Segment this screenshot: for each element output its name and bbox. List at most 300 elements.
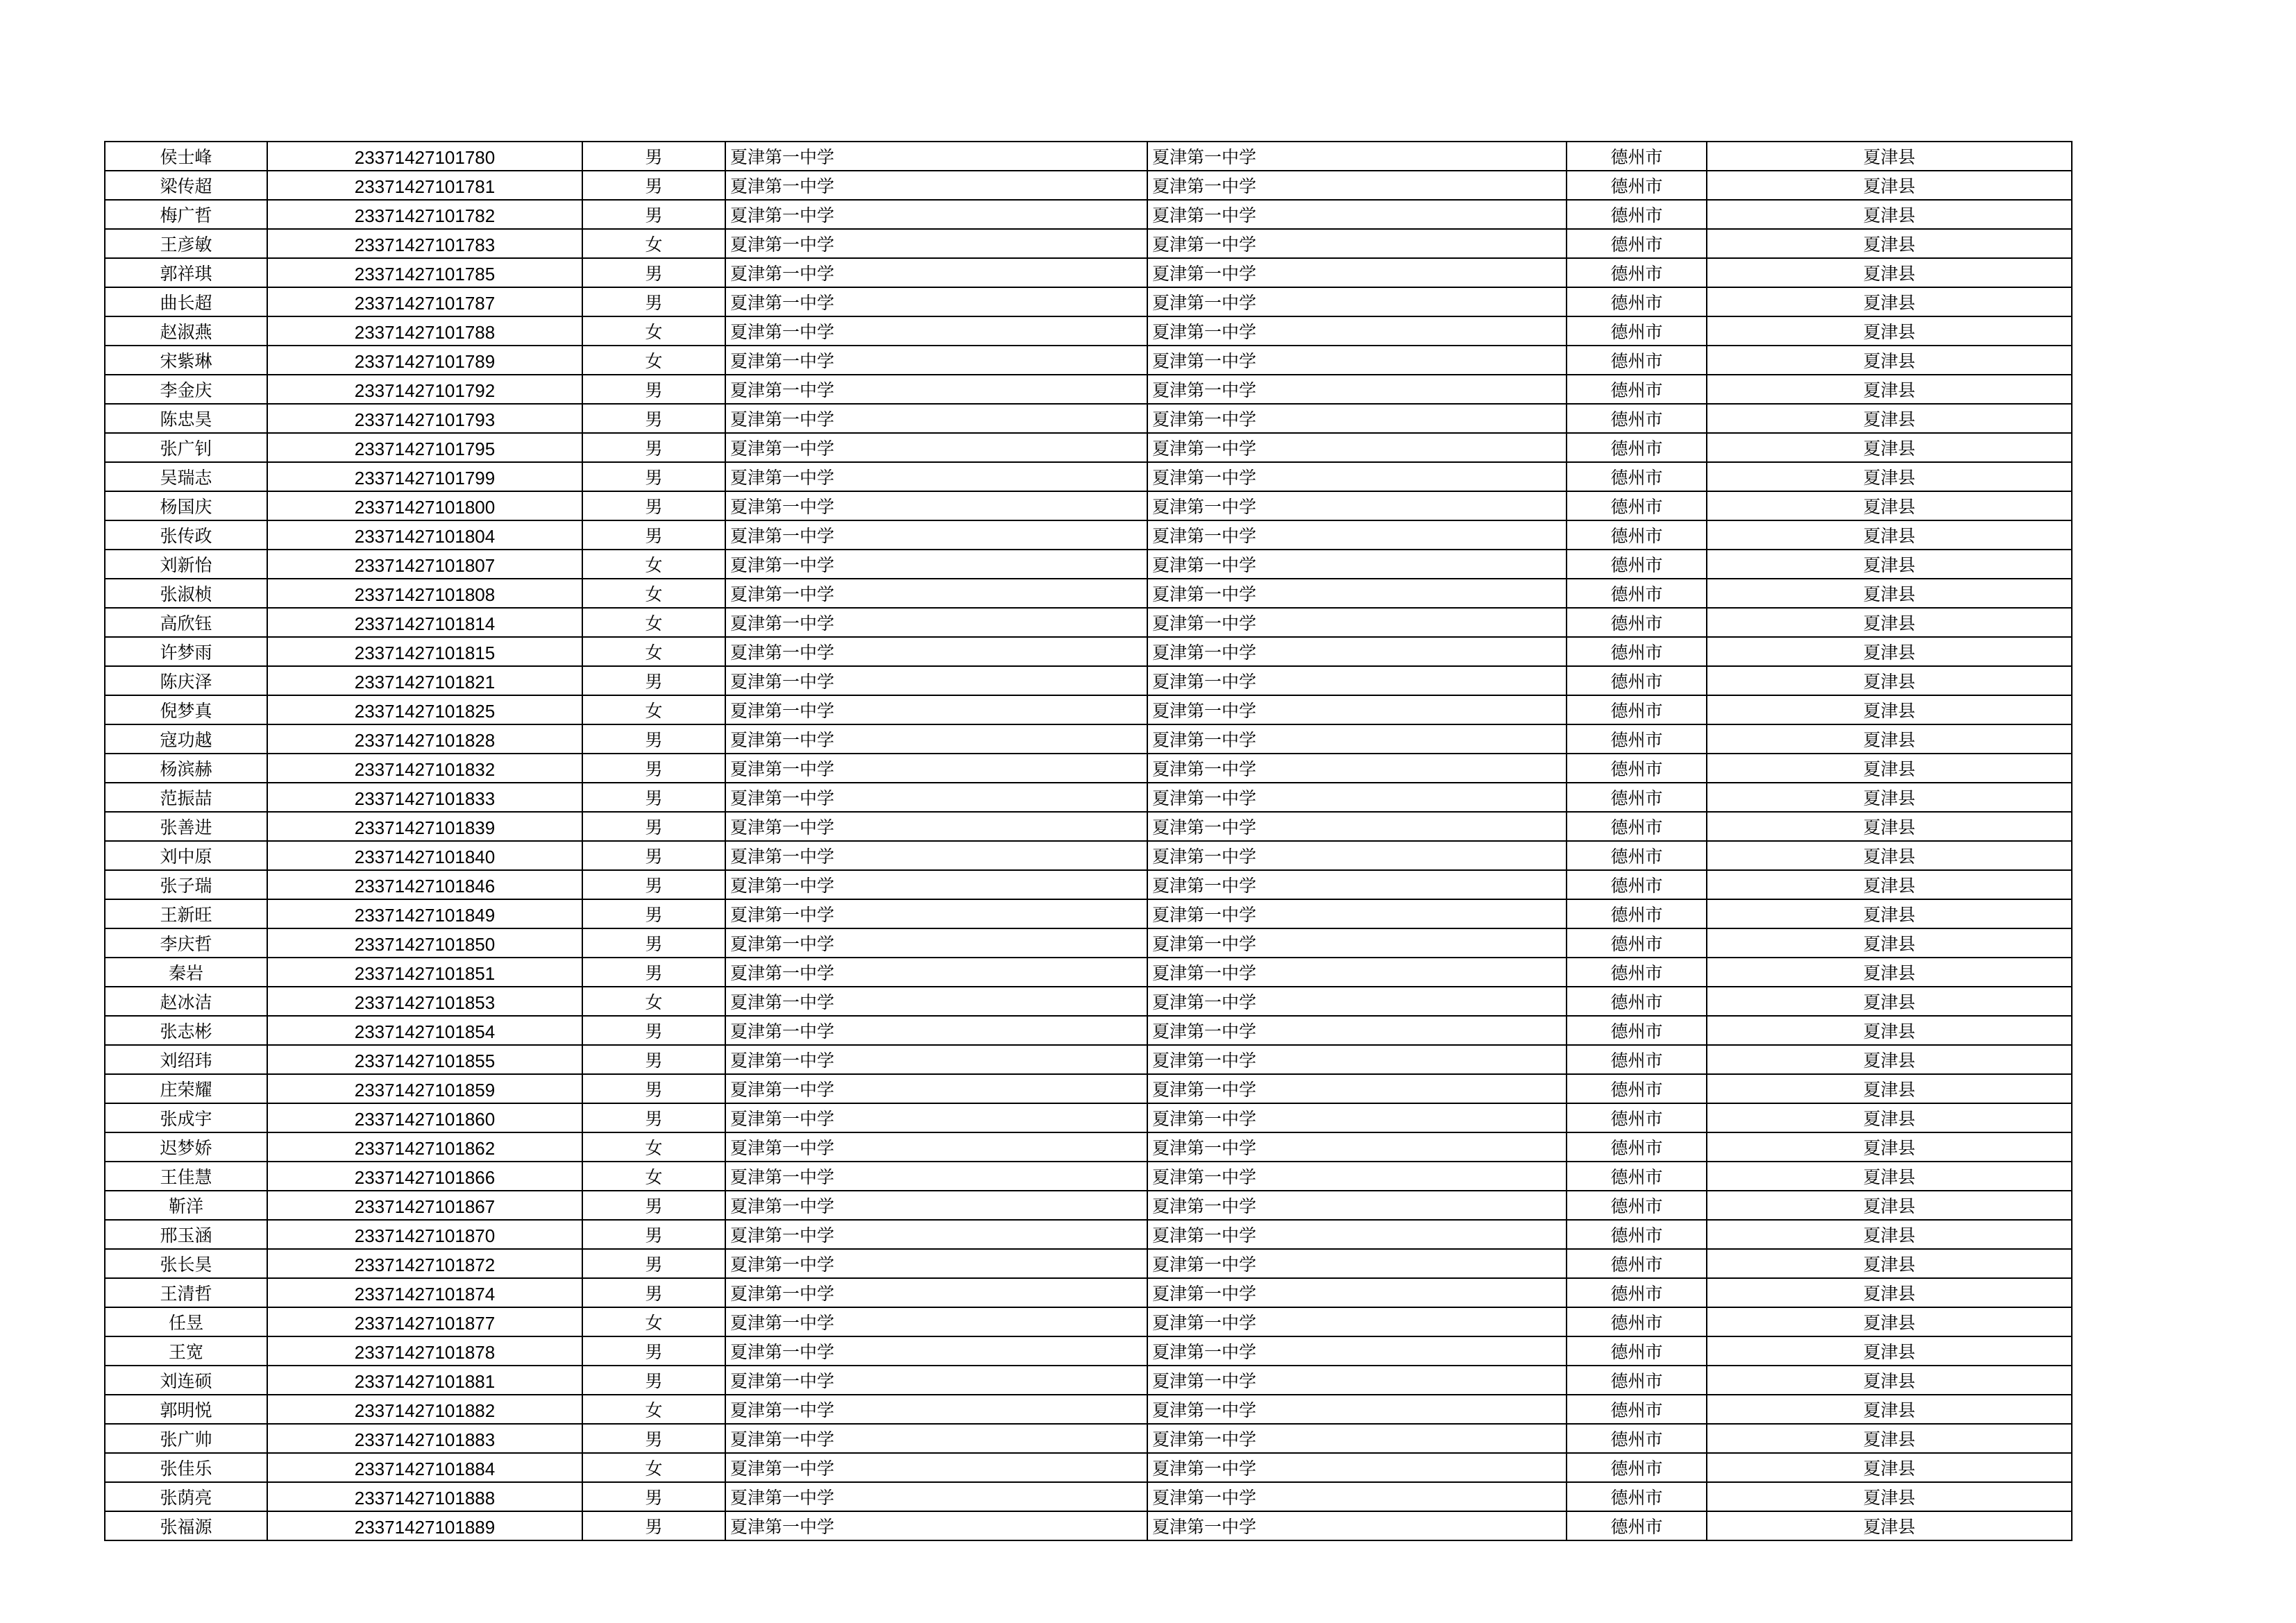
city-cell: 德州市 (1567, 812, 1707, 841)
city-cell: 德州市 (1567, 637, 1707, 666)
exam-site-cell: 夏津第一中学 (1147, 462, 1567, 491)
county-cell: 夏津县 (1707, 608, 2072, 637)
school-cell: 夏津第一中学 (725, 899, 1147, 928)
school-cell: 夏津第一中学 (725, 724, 1147, 754)
city-cell: 德州市 (1567, 1103, 1707, 1132)
county-cell: 夏津县 (1707, 1366, 2072, 1395)
city-cell: 德州市 (1567, 404, 1707, 433)
school-cell: 夏津第一中学 (725, 433, 1147, 462)
city-cell: 德州市 (1567, 1366, 1707, 1395)
exam-site-cell: 夏津第一中学 (1147, 1191, 1567, 1220)
exam-number-cell: 23371427101883 (267, 1424, 582, 1453)
student-name-cell: 李金庆 (105, 375, 267, 404)
table-row (105, 987, 2072, 1016)
school-cell: 夏津第一中学 (725, 1162, 1147, 1191)
school-cell: 夏津第一中学 (725, 1511, 1147, 1540)
exam-number-cell: 23371427101854 (267, 1016, 582, 1045)
exam-site-cell: 夏津第一中学 (1147, 1132, 1567, 1162)
county-cell: 夏津县 (1707, 375, 2072, 404)
student-name-cell: 许梦雨 (105, 637, 267, 666)
gender-cell: 男 (582, 1482, 725, 1511)
gender-cell: 男 (582, 812, 725, 841)
gender-cell: 男 (582, 404, 725, 433)
student-name-cell: 梅广哲 (105, 200, 267, 229)
exam-site-cell: 夏津第一中学 (1147, 1220, 1567, 1249)
city-cell: 德州市 (1567, 841, 1707, 870)
school-cell: 夏津第一中学 (725, 987, 1147, 1016)
gender-cell: 女 (582, 579, 725, 608)
city-cell: 德州市 (1567, 1132, 1707, 1162)
county-cell: 夏津县 (1707, 928, 2072, 958)
exam-site-cell: 夏津第一中学 (1147, 520, 1567, 550)
exam-number-cell: 23371427101821 (267, 666, 582, 695)
gender-cell: 男 (582, 1074, 725, 1103)
gender-cell: 男 (582, 1511, 725, 1540)
exam-number-cell: 23371427101783 (267, 229, 582, 258)
gender-cell: 男 (582, 783, 725, 812)
table-row (105, 491, 2072, 520)
school-cell: 夏津第一中学 (725, 1366, 1147, 1395)
student-name-cell: 陈忠昊 (105, 404, 267, 433)
exam-site-cell: 夏津第一中学 (1147, 987, 1567, 1016)
table-row (105, 1395, 2072, 1424)
exam-number-cell: 23371427101881 (267, 1366, 582, 1395)
table-row (105, 1220, 2072, 1249)
city-cell: 德州市 (1567, 899, 1707, 928)
city-cell: 德州市 (1567, 1278, 1707, 1307)
exam-site-cell: 夏津第一中学 (1147, 229, 1567, 258)
county-cell: 夏津县 (1707, 491, 2072, 520)
student-name-cell: 杨国庆 (105, 491, 267, 520)
table-row (105, 520, 2072, 550)
exam-number-cell: 23371427101872 (267, 1249, 582, 1278)
table-row (105, 1045, 2072, 1074)
student-name-cell: 张佳乐 (105, 1453, 267, 1482)
table-row (105, 1336, 2072, 1366)
county-cell: 夏津县 (1707, 200, 2072, 229)
student-list-table (104, 141, 2073, 1541)
table-row (105, 316, 2072, 346)
exam-site-cell: 夏津第一中学 (1147, 375, 1567, 404)
student-name-cell: 张志彬 (105, 1016, 267, 1045)
exam-number-cell: 23371427101832 (267, 754, 582, 783)
county-cell: 夏津县 (1707, 1132, 2072, 1162)
school-cell: 夏津第一中学 (725, 1453, 1147, 1482)
student-name-cell: 张传政 (105, 520, 267, 550)
student-name-cell: 靳洋 (105, 1191, 267, 1220)
county-cell: 夏津县 (1707, 987, 2072, 1016)
city-cell: 德州市 (1567, 346, 1707, 375)
table-row (105, 229, 2072, 258)
county-cell: 夏津县 (1707, 870, 2072, 899)
gender-cell: 男 (582, 491, 725, 520)
city-cell: 德州市 (1567, 200, 1707, 229)
exam-site-cell: 夏津第一中学 (1147, 258, 1567, 287)
gender-cell: 男 (582, 375, 725, 404)
city-cell: 德州市 (1567, 316, 1707, 346)
school-cell: 夏津第一中学 (725, 579, 1147, 608)
city-cell: 德州市 (1567, 171, 1707, 200)
county-cell: 夏津县 (1707, 1220, 2072, 1249)
exam-site-cell: 夏津第一中学 (1147, 491, 1567, 520)
county-cell: 夏津县 (1707, 258, 2072, 287)
school-cell: 夏津第一中学 (725, 928, 1147, 958)
student-name-cell: 张长昊 (105, 1249, 267, 1278)
school-cell: 夏津第一中学 (725, 783, 1147, 812)
county-cell: 夏津县 (1707, 1395, 2072, 1424)
county-cell: 夏津县 (1707, 433, 2072, 462)
exam-number-cell: 23371427101877 (267, 1307, 582, 1336)
county-cell: 夏津县 (1707, 695, 2072, 724)
county-cell: 夏津县 (1707, 142, 2072, 171)
student-name-cell: 张淑桢 (105, 579, 267, 608)
gender-cell: 男 (582, 1366, 725, 1395)
exam-site-cell: 夏津第一中学 (1147, 1453, 1567, 1482)
student-name-cell: 杨滨赫 (105, 754, 267, 783)
exam-number-cell: 23371427101780 (267, 142, 582, 171)
exam-site-cell: 夏津第一中学 (1147, 550, 1567, 579)
school-cell: 夏津第一中学 (725, 1103, 1147, 1132)
exam-site-cell: 夏津第一中学 (1147, 1103, 1567, 1132)
school-cell: 夏津第一中学 (725, 1074, 1147, 1103)
exam-site-cell: 夏津第一中学 (1147, 695, 1567, 724)
exam-number-cell: 23371427101788 (267, 316, 582, 346)
exam-number-cell: 23371427101860 (267, 1103, 582, 1132)
county-cell: 夏津县 (1707, 520, 2072, 550)
student-name-cell: 曲长超 (105, 287, 267, 316)
city-cell: 德州市 (1567, 287, 1707, 316)
student-name-cell: 宋紫琳 (105, 346, 267, 375)
table-body (105, 142, 2072, 1540)
student-name-cell: 王彦敏 (105, 229, 267, 258)
table-row (105, 841, 2072, 870)
exam-number-cell: 23371427101849 (267, 899, 582, 928)
student-name-cell: 王宽 (105, 1336, 267, 1366)
student-name-cell: 张子瑞 (105, 870, 267, 899)
school-cell: 夏津第一中学 (725, 1220, 1147, 1249)
city-cell: 德州市 (1567, 142, 1707, 171)
gender-cell: 女 (582, 316, 725, 346)
exam-number-cell: 23371427101804 (267, 520, 582, 550)
table-row (105, 287, 2072, 316)
table-row (105, 258, 2072, 287)
table-row (105, 200, 2072, 229)
exam-number-cell: 23371427101878 (267, 1336, 582, 1366)
county-cell: 夏津县 (1707, 550, 2072, 579)
exam-site-cell: 夏津第一中学 (1147, 724, 1567, 754)
school-cell: 夏津第一中学 (725, 754, 1147, 783)
student-name-cell: 张福源 (105, 1511, 267, 1540)
city-cell: 德州市 (1567, 1162, 1707, 1191)
school-cell: 夏津第一中学 (725, 666, 1147, 695)
city-cell: 德州市 (1567, 870, 1707, 899)
gender-cell: 男 (582, 258, 725, 287)
school-cell: 夏津第一中学 (725, 1249, 1147, 1278)
county-cell: 夏津县 (1707, 1336, 2072, 1366)
student-name-cell: 倪梦真 (105, 695, 267, 724)
exam-site-cell: 夏津第一中学 (1147, 316, 1567, 346)
table-row (105, 812, 2072, 841)
gender-cell: 男 (582, 462, 725, 491)
city-cell: 德州市 (1567, 1220, 1707, 1249)
gender-cell: 男 (582, 1249, 725, 1278)
school-cell: 夏津第一中学 (725, 695, 1147, 724)
student-name-cell: 刘中原 (105, 841, 267, 870)
city-cell: 德州市 (1567, 229, 1707, 258)
exam-number-cell: 23371427101853 (267, 987, 582, 1016)
gender-cell: 男 (582, 899, 725, 928)
exam-number-cell: 23371427101781 (267, 171, 582, 200)
school-cell: 夏津第一中学 (725, 258, 1147, 287)
gender-cell: 男 (582, 958, 725, 987)
county-cell: 夏津县 (1707, 229, 2072, 258)
table-row (105, 1424, 2072, 1453)
county-cell: 夏津县 (1707, 754, 2072, 783)
exam-number-cell: 23371427101884 (267, 1453, 582, 1482)
student-name-cell: 张广帅 (105, 1424, 267, 1453)
county-cell: 夏津县 (1707, 346, 2072, 375)
school-cell: 夏津第一中学 (725, 404, 1147, 433)
county-cell: 夏津县 (1707, 1278, 2072, 1307)
gender-cell: 男 (582, 666, 725, 695)
exam-number-cell: 23371427101855 (267, 1045, 582, 1074)
exam-number-cell: 23371427101862 (267, 1132, 582, 1162)
gender-cell: 女 (582, 229, 725, 258)
county-cell: 夏津县 (1707, 1307, 2072, 1336)
table-row (105, 666, 2072, 695)
exam-number-cell: 23371427101795 (267, 433, 582, 462)
student-name-cell: 王新旺 (105, 899, 267, 928)
exam-number-cell: 23371427101846 (267, 870, 582, 899)
county-cell: 夏津县 (1707, 316, 2072, 346)
exam-site-cell: 夏津第一中学 (1147, 346, 1567, 375)
student-name-cell: 高欣钰 (105, 608, 267, 637)
table-row (105, 1249, 2072, 1278)
table-row (105, 1103, 2072, 1132)
school-cell: 夏津第一中学 (725, 520, 1147, 550)
table-row (105, 1132, 2072, 1162)
gender-cell: 男 (582, 870, 725, 899)
school-cell: 夏津第一中学 (725, 287, 1147, 316)
gender-cell: 男 (582, 1336, 725, 1366)
city-cell: 德州市 (1567, 1336, 1707, 1366)
table-row (105, 462, 2072, 491)
exam-site-cell: 夏津第一中学 (1147, 287, 1567, 316)
county-cell: 夏津县 (1707, 841, 2072, 870)
student-name-cell: 邢玉涵 (105, 1220, 267, 1249)
exam-site-cell: 夏津第一中学 (1147, 783, 1567, 812)
county-cell: 夏津县 (1707, 1074, 2072, 1103)
student-name-cell: 张广钊 (105, 433, 267, 462)
school-cell: 夏津第一中学 (725, 200, 1147, 229)
school-cell: 夏津第一中学 (725, 375, 1147, 404)
exam-site-cell: 夏津第一中学 (1147, 1016, 1567, 1045)
gender-cell: 男 (582, 1278, 725, 1307)
city-cell: 德州市 (1567, 375, 1707, 404)
city-cell: 德州市 (1567, 579, 1707, 608)
exam-site-cell: 夏津第一中学 (1147, 1511, 1567, 1540)
table-row (105, 724, 2072, 754)
student-name-cell: 庄荣耀 (105, 1074, 267, 1103)
city-cell: 德州市 (1567, 1191, 1707, 1220)
table-row (105, 346, 2072, 375)
exam-site-cell: 夏津第一中学 (1147, 841, 1567, 870)
exam-site-cell: 夏津第一中学 (1147, 1395, 1567, 1424)
table-row (105, 899, 2072, 928)
exam-number-cell: 23371427101859 (267, 1074, 582, 1103)
student-name-cell: 郭祥琪 (105, 258, 267, 287)
gender-cell: 女 (582, 550, 725, 579)
gender-cell: 男 (582, 1220, 725, 1249)
exam-number-cell: 23371427101888 (267, 1482, 582, 1511)
city-cell: 德州市 (1567, 1249, 1707, 1278)
exam-number-cell: 23371427101851 (267, 958, 582, 987)
gender-cell: 男 (582, 1103, 725, 1132)
city-cell: 德州市 (1567, 550, 1707, 579)
student-name-cell: 刘绍玮 (105, 1045, 267, 1074)
county-cell: 夏津县 (1707, 899, 2072, 928)
table-row (105, 1016, 2072, 1045)
exam-number-cell: 23371427101808 (267, 579, 582, 608)
student-name-cell: 张荫亮 (105, 1482, 267, 1511)
city-cell: 德州市 (1567, 754, 1707, 783)
county-cell: 夏津县 (1707, 1424, 2072, 1453)
school-cell: 夏津第一中学 (725, 1395, 1147, 1424)
school-cell: 夏津第一中学 (725, 870, 1147, 899)
student-name-cell: 王佳慧 (105, 1162, 267, 1191)
student-name-cell: 王清哲 (105, 1278, 267, 1307)
student-name-cell: 梁传超 (105, 171, 267, 200)
exam-number-cell: 23371427101800 (267, 491, 582, 520)
exam-number-cell: 23371427101792 (267, 375, 582, 404)
table-row (105, 375, 2072, 404)
gender-cell: 男 (582, 520, 725, 550)
school-cell: 夏津第一中学 (725, 171, 1147, 200)
school-cell: 夏津第一中学 (725, 1482, 1147, 1511)
city-cell: 德州市 (1567, 1016, 1707, 1045)
city-cell: 德州市 (1567, 1511, 1707, 1540)
county-cell: 夏津县 (1707, 287, 2072, 316)
city-cell: 德州市 (1567, 724, 1707, 754)
table-row (105, 1307, 2072, 1336)
exam-number-cell: 23371427101889 (267, 1511, 582, 1540)
city-cell: 德州市 (1567, 1395, 1707, 1424)
exam-site-cell: 夏津第一中学 (1147, 1336, 1567, 1366)
table-row (105, 1511, 2072, 1540)
county-cell: 夏津县 (1707, 958, 2072, 987)
exam-number-cell: 23371427101840 (267, 841, 582, 870)
city-cell: 德州市 (1567, 783, 1707, 812)
student-name-cell: 郭明悦 (105, 1395, 267, 1424)
exam-site-cell: 夏津第一中学 (1147, 870, 1567, 899)
table-row (105, 695, 2072, 724)
table-row (105, 1482, 2072, 1511)
gender-cell: 女 (582, 346, 725, 375)
exam-number-cell: 23371427101828 (267, 724, 582, 754)
exam-number-cell: 23371427101793 (267, 404, 582, 433)
exam-site-cell: 夏津第一中学 (1147, 142, 1567, 171)
exam-site-cell: 夏津第一中学 (1147, 1162, 1567, 1191)
exam-site-cell: 夏津第一中学 (1147, 171, 1567, 200)
county-cell: 夏津县 (1707, 1016, 2072, 1045)
city-cell: 德州市 (1567, 1453, 1707, 1482)
table-row (105, 783, 2072, 812)
exam-number-cell: 23371427101882 (267, 1395, 582, 1424)
table-row (105, 928, 2072, 958)
exam-number-cell: 23371427101867 (267, 1191, 582, 1220)
city-cell: 德州市 (1567, 695, 1707, 724)
table-row (105, 1191, 2072, 1220)
table-row (105, 608, 2072, 637)
exam-number-cell: 23371427101870 (267, 1220, 582, 1249)
exam-site-cell: 夏津第一中学 (1147, 958, 1567, 987)
city-cell: 德州市 (1567, 1424, 1707, 1453)
city-cell: 德州市 (1567, 1074, 1707, 1103)
school-cell: 夏津第一中学 (725, 462, 1147, 491)
exam-site-cell: 夏津第一中学 (1147, 579, 1567, 608)
student-name-cell: 赵冰洁 (105, 987, 267, 1016)
exam-number-cell: 23371427101839 (267, 812, 582, 841)
exam-number-cell: 23371427101799 (267, 462, 582, 491)
table-row (105, 870, 2072, 899)
gender-cell: 女 (582, 695, 725, 724)
city-cell: 德州市 (1567, 666, 1707, 695)
exam-site-cell: 夏津第一中学 (1147, 1278, 1567, 1307)
school-cell: 夏津第一中学 (725, 316, 1147, 346)
city-cell: 德州市 (1567, 433, 1707, 462)
county-cell: 夏津县 (1707, 1453, 2072, 1482)
school-cell: 夏津第一中学 (725, 1307, 1147, 1336)
student-name-cell: 吴瑞志 (105, 462, 267, 491)
table-row (105, 433, 2072, 462)
gender-cell: 男 (582, 928, 725, 958)
county-cell: 夏津县 (1707, 1191, 2072, 1220)
school-cell: 夏津第一中学 (725, 491, 1147, 520)
gender-cell: 女 (582, 637, 725, 666)
county-cell: 夏津县 (1707, 404, 2072, 433)
county-cell: 夏津县 (1707, 1045, 2072, 1074)
city-cell: 德州市 (1567, 520, 1707, 550)
table-row (105, 754, 2072, 783)
gender-cell: 男 (582, 724, 725, 754)
table-row (105, 1162, 2072, 1191)
gender-cell: 男 (582, 171, 725, 200)
student-name-cell: 赵淑燕 (105, 316, 267, 346)
exam-site-cell: 夏津第一中学 (1147, 1249, 1567, 1278)
exam-site-cell: 夏津第一中学 (1147, 928, 1567, 958)
county-cell: 夏津县 (1707, 783, 2072, 812)
exam-site-cell: 夏津第一中学 (1147, 1366, 1567, 1395)
gender-cell: 男 (582, 433, 725, 462)
student-name-cell: 刘新怡 (105, 550, 267, 579)
gender-cell: 男 (582, 142, 725, 171)
exam-site-cell: 夏津第一中学 (1147, 1424, 1567, 1453)
school-cell: 夏津第一中学 (725, 958, 1147, 987)
gender-cell: 男 (582, 1016, 725, 1045)
exam-number-cell: 23371427101833 (267, 783, 582, 812)
county-cell: 夏津县 (1707, 462, 2072, 491)
gender-cell: 男 (582, 1424, 725, 1453)
student-name-cell: 李庆哲 (105, 928, 267, 958)
table-row (105, 550, 2072, 579)
gender-cell: 男 (582, 1191, 725, 1220)
county-cell: 夏津县 (1707, 666, 2072, 695)
school-cell: 夏津第一中学 (725, 1336, 1147, 1366)
student-name-cell: 秦岩 (105, 958, 267, 987)
county-cell: 夏津县 (1707, 637, 2072, 666)
gender-cell: 女 (582, 608, 725, 637)
table-row (105, 637, 2072, 666)
